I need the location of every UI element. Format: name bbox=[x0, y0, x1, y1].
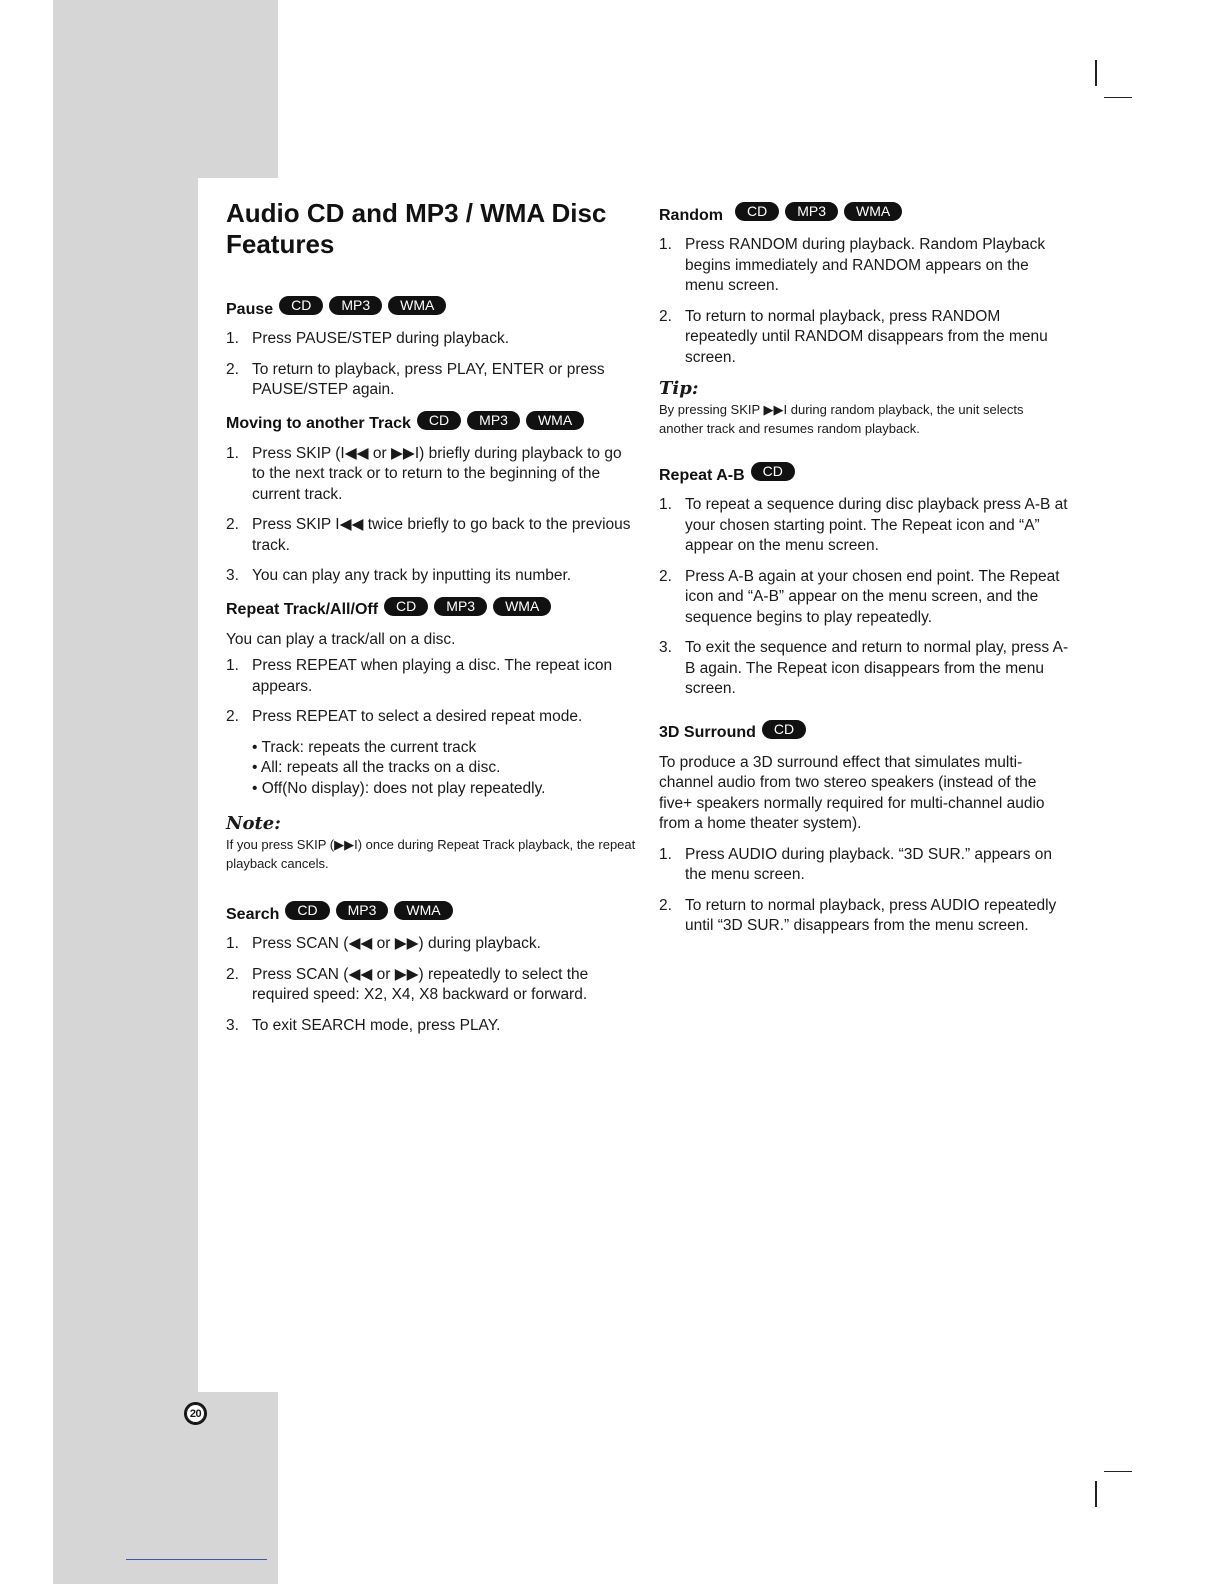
wma-badge: WMA bbox=[844, 202, 902, 221]
crop-mark-bottom-vertical bbox=[1095, 1481, 1097, 1507]
crop-mark-bottom-horizontal bbox=[1104, 1471, 1132, 1472]
list-item: 2. To return to normal playback, press AUDIO repeatedly until “3D SUR.” disappears from the menu screen. bbox=[659, 896, 1057, 934]
cd-badge: CD bbox=[735, 202, 779, 221]
page-title: Audio CD and MP3 / WMA Disc Features bbox=[226, 198, 607, 259]
cd-badge: CD bbox=[762, 720, 806, 739]
random-heading bbox=[659, 203, 1071, 225]
pause-heading bbox=[226, 297, 636, 319]
list-item: 1. Press RANDOM during playback. Random Playback begins immediately and RANDOM appears on the menu screen. bbox=[659, 236, 1046, 294]
moving-heading-text: Moving to another Track bbox=[226, 415, 411, 432]
mp3-badge: MP3 bbox=[785, 202, 838, 221]
left-column bbox=[226, 198, 636, 1046]
gray-margin-top bbox=[53, 0, 278, 178]
crop-mark-top-vertical bbox=[1095, 60, 1097, 86]
wma-badge: WMA bbox=[526, 411, 584, 430]
section-3d-surround bbox=[659, 720, 1071, 937]
cd-badge: CD bbox=[279, 296, 323, 315]
list-item: 1. Press SKIP (I◀◀ or ▶▶I) briefly during playback to go to the next track or to return to the beginning of the current track. bbox=[226, 444, 622, 503]
cd-badge: CD bbox=[751, 462, 795, 481]
tip-title: Tip: bbox=[659, 378, 699, 399]
gray-margin-bottom bbox=[53, 1392, 278, 1584]
mp3-badge: MP3 bbox=[336, 901, 389, 920]
section-repeat-ab bbox=[659, 463, 1071, 700]
list-item: • Track: repeats the current track bbox=[252, 738, 477, 756]
wma-badge: WMA bbox=[493, 597, 551, 616]
note-text: If you press SKIP (▶▶I) once during Repeat Track playback, the repeat playback cancels. bbox=[226, 837, 636, 871]
wma-badge: WMA bbox=[388, 296, 446, 315]
list-item: 3. To exit the sequence and return to normal play, press A-B again. The Repeat icon disappears from the menu screen. bbox=[659, 639, 1069, 697]
surround-intro: To produce a 3D surround effect that simulates multi-channel audio from two stereo speakers (instead of the five+ speakers normally required for multi-channel audio from a home theater system). bbox=[659, 753, 1045, 832]
page-number-badge bbox=[184, 1402, 207, 1425]
repeat-ab-heading-text: Repeat A-B bbox=[659, 466, 745, 484]
gray-margin-left bbox=[53, 178, 198, 1392]
mp3-badge: MP3 bbox=[434, 597, 487, 616]
search-heading-text: Search bbox=[226, 905, 280, 923]
cd-badge: CD bbox=[285, 901, 329, 920]
link-underline bbox=[126, 1559, 267, 1560]
list-item: • Off(No display): does not play repeatedly. bbox=[252, 779, 546, 797]
right-column bbox=[659, 203, 1071, 947]
tip-text: By pressing SKIP ▶▶I during random playback, the unit selects another track and resumes random playback. bbox=[659, 402, 1024, 436]
section-search bbox=[226, 902, 636, 1036]
section-repeat bbox=[226, 597, 636, 874]
list-item: 2. Press REPEAT to select a desired repeat mode. bbox=[226, 708, 583, 725]
list-item: 2. Press SKIP I◀◀ twice briefly to go back to the previous track. bbox=[226, 516, 631, 554]
search-heading bbox=[226, 902, 636, 924]
cd-badge: CD bbox=[384, 597, 428, 616]
surround-heading bbox=[659, 720, 1071, 743]
wma-badge: WMA bbox=[394, 901, 452, 920]
repeat-mode-list bbox=[252, 738, 636, 800]
pause-heading-text: Pause bbox=[226, 300, 274, 318]
list-item: 2. To return to playback, press PLAY, ENTER or press PAUSE/STEP again. bbox=[226, 360, 605, 398]
section-moving bbox=[226, 411, 636, 587]
crop-mark-top-horizontal bbox=[1104, 97, 1132, 98]
repeat-intro: You can play a track/all on a disc. bbox=[226, 630, 456, 648]
list-item: 2. Press SCAN (◀◀ or ▶▶) repeatedly to select the required speed: X2, X4, X8 backward or forward. bbox=[226, 965, 589, 1003]
list-item: 3. To exit SEARCH mode, press PLAY. bbox=[226, 1016, 501, 1034]
cd-badge: CD bbox=[417, 411, 461, 430]
list-item: 1. To repeat a sequence during disc playback press A-B at your chosen starting point. The Repeat icon and “A” appear on the menu screen. bbox=[659, 496, 1068, 554]
random-heading-text: Random bbox=[659, 206, 723, 224]
moving-heading bbox=[226, 411, 636, 434]
note-title: Note: bbox=[226, 813, 281, 834]
list-item: 3. You can play any track by inputting its number. bbox=[226, 567, 572, 584]
list-item: 1. Press PAUSE/STEP during playback. bbox=[226, 330, 510, 347]
list-item: 2. To return to normal playback, press RANDOM repeatedly until RANDOM disappears from the menu screen. bbox=[659, 307, 1048, 366]
surround-heading-text: 3D Surround bbox=[659, 724, 756, 741]
list-item: • All: repeats all the tracks on a disc. bbox=[252, 759, 501, 776]
list-item: 1. Press SCAN (◀◀ or ▶▶) during playback. bbox=[226, 935, 541, 952]
page-number: 20 bbox=[186, 1404, 205, 1423]
section-pause bbox=[226, 297, 636, 401]
repeat-heading bbox=[226, 597, 636, 620]
list-item: 1. Press AUDIO during playback. “3D SUR.” appears on the menu screen. bbox=[659, 845, 1052, 883]
repeat-heading-text: Repeat Track/All/Off bbox=[226, 601, 379, 618]
mp3-badge: MP3 bbox=[329, 296, 382, 315]
section-random bbox=[659, 203, 1071, 438]
list-item: 2. Press A-B again at your chosen end point. The Repeat icon and “A-B” appear on the menu screen, and the sequence begins to play repeatedly. bbox=[659, 567, 1060, 626]
mp3-badge: MP3 bbox=[467, 411, 520, 430]
repeat-ab-heading bbox=[659, 463, 1071, 485]
list-item: 1. Press REPEAT when playing a disc. The repeat icon appears. bbox=[226, 657, 613, 695]
